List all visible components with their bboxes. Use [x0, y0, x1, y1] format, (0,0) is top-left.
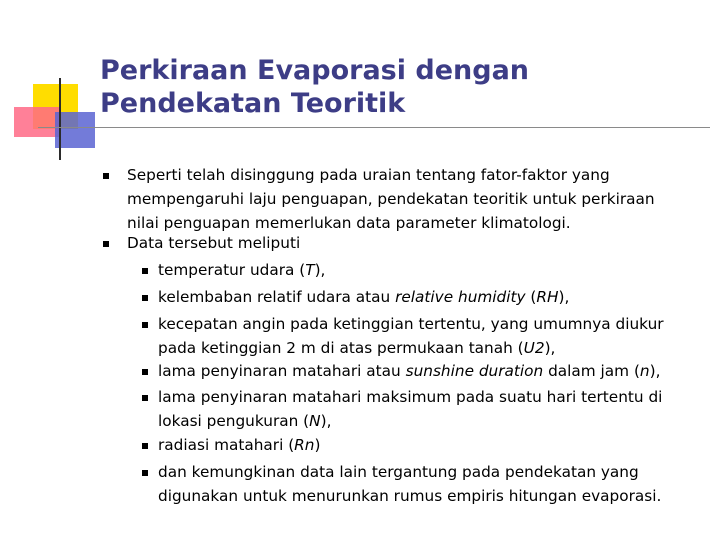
bullet-text-line: Data tersebut meliputi [127, 234, 301, 252]
sub-bullet-item [158, 258, 688, 282]
bullet-item [127, 231, 687, 255]
bullet-text-line: mempengaruhi laju penguapan, pendekatan teoritik untuk perkiraan [127, 190, 655, 208]
sub-bullet-item [158, 359, 688, 383]
sub-bullet-text-line: digunakan untuk menurunkan rumus empiris hitungan evaporasi. [158, 487, 662, 505]
square-bullet-icon [142, 322, 148, 328]
sub-bullet-text-line: kecepatan angin pada ketinggian tertentu, yang umumnya diukur [158, 315, 664, 333]
square-bullet-icon [103, 241, 109, 247]
sub-bullet-text-line: kelembaban relatif udara atau relative humidity (RH), [158, 288, 570, 306]
sub-bullet-item [158, 433, 688, 457]
bullet-text-line: nilai penguapan memerlukan data parameter klimatologi. [127, 214, 571, 232]
sub-bullet-text-line: lama penyinaran matahari atau sunshine duration dalam jam (n), [158, 362, 661, 380]
square-bullet-icon [103, 173, 109, 179]
bullet-text-line: Seperti telah disinggung pada uraian tentang fator-faktor yang [127, 166, 610, 184]
bullet-item [127, 163, 687, 235]
sub-bullet-text-line: pada ketinggian 2 m di atas permukaan tanah (U2), [158, 339, 556, 357]
sub-bullet-text-line: lama penyinaran matahari maksimum pada suatu hari tertentu di [158, 388, 663, 406]
sub-bullet-text-line: radiasi matahari (Rn) [158, 436, 321, 454]
slide-title-line-1: Perkiraan Evaporasi dengan [100, 55, 530, 86]
square-bullet-icon [142, 470, 148, 476]
square-bullet-icon [142, 369, 148, 375]
square-bullet-icon [142, 395, 148, 401]
slide-title-line-2: Pendekatan Teoritik [100, 88, 406, 119]
sub-bullet-item [158, 285, 688, 309]
square-bullet-icon [142, 295, 148, 301]
sub-bullet-item [158, 385, 688, 433]
sub-bullet-text-line: dan kemungkinan data lain tergantung pada pendekatan yang [158, 463, 639, 481]
sub-bullet-item [158, 460, 688, 508]
sub-bullet-text-line: temperatur udara (T), [158, 261, 326, 279]
square-bullet-icon [142, 443, 148, 449]
sub-bullet-text-line: lokasi pengukuran (N), [158, 412, 332, 430]
sub-bullet-item [158, 312, 688, 360]
square-bullet-icon [142, 268, 148, 274]
